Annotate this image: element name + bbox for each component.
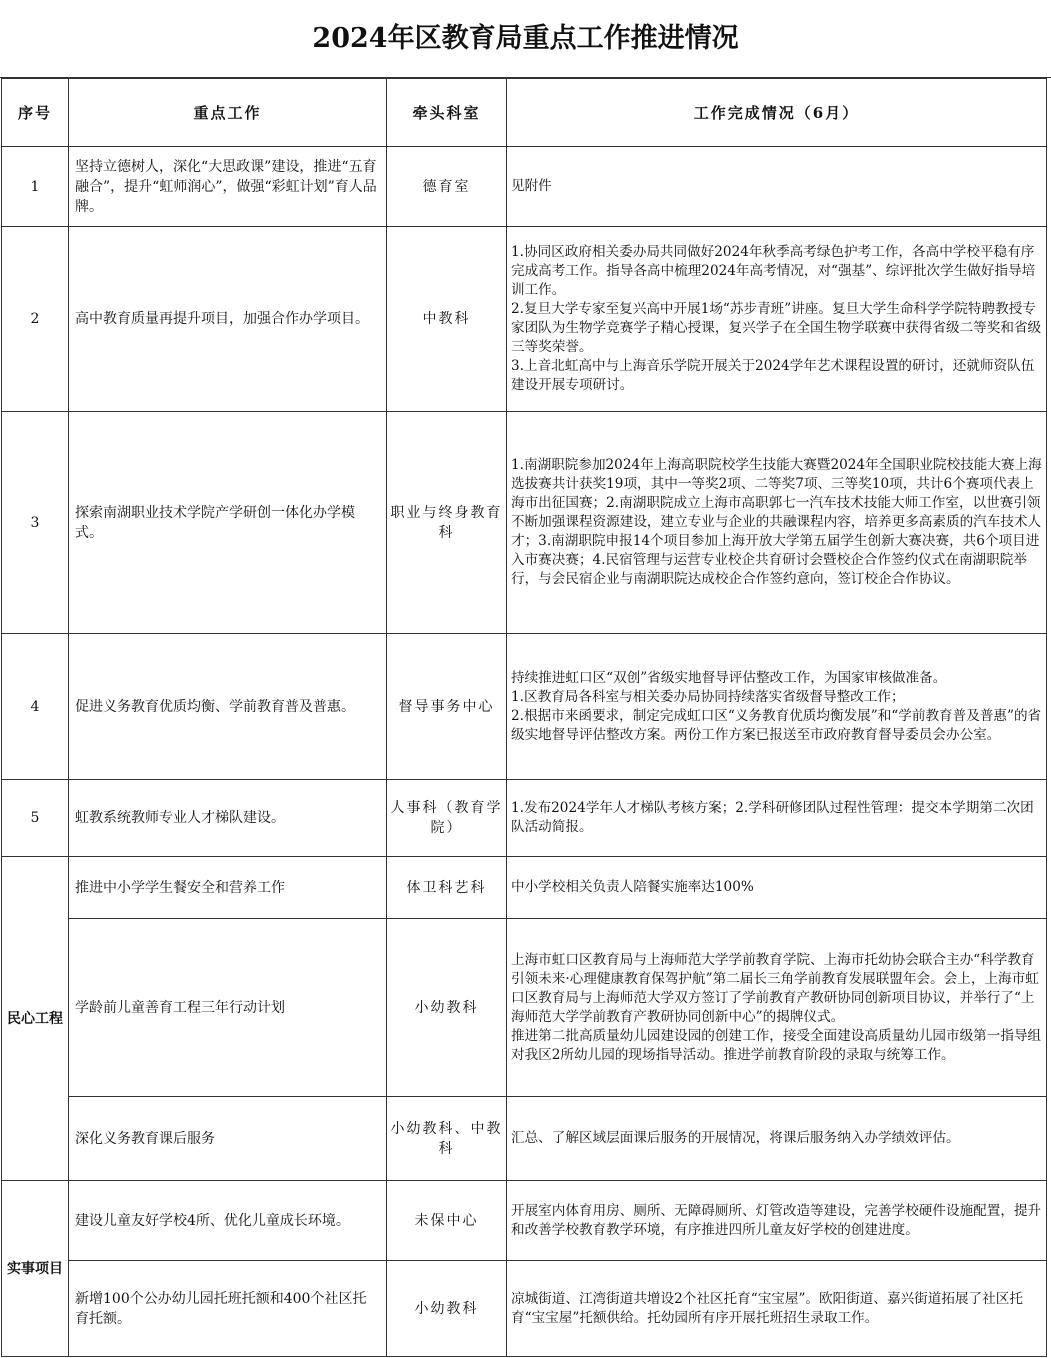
row-index: 2 — [2, 227, 69, 412]
row-work: 促进义务教育优质均衡、学前教育普及普惠。 — [69, 634, 387, 780]
table-row — [2, 919, 1047, 1097]
table-row — [2, 1181, 1047, 1261]
table-row — [2, 634, 1047, 780]
row-status — [507, 1181, 1047, 1261]
status-line: 汇总、了解区域层面课后服务的开展情况，将课后服务纳入办学绩效评估。 — [511, 1130, 960, 1146]
table-row — [2, 1261, 1047, 1357]
row-dept: 中教科 — [387, 227, 507, 412]
row-work: 深化义务教育课后服务 — [69, 1097, 387, 1181]
row-status — [507, 857, 1047, 919]
row-dept: 小幼教科 — [387, 1261, 507, 1357]
row-work: 推进中小学学生餐安全和营养工作 — [69, 857, 387, 919]
row-work: 建设儿童友好学校4所、优化儿童成长环境。 — [69, 1181, 387, 1261]
table-header-row — [2, 79, 1047, 147]
row-status — [507, 227, 1047, 412]
status-line: 持续推进虹口区“双创”省级实地督导评估整改工作，为国家审核做准备。 — [511, 669, 947, 686]
table-row — [2, 1097, 1047, 1181]
table-row — [2, 227, 1047, 412]
table-row — [2, 780, 1047, 857]
status-line: 中小学校相关负责人陪餐实施率达100% — [511, 879, 754, 895]
status-line: 2.复旦大学专家至复兴高中开展1场“苏步青班”讲座。复旦大学生命科学学院特聘教授专家团队为生物学竞赛学子精心授课，复兴学子在全国生物学联赛中获得省级二等奖和省级三等奖荣誉。 — [511, 301, 1042, 355]
status-line: 3.上音北虹高中与上海音乐学院开展关于2024学年艺术课程设置的研讨，还就师资队伍建设开展专项研讨。 — [511, 358, 1035, 393]
row-work: 高中教育质量再提升项目，加强合作办学项目。 — [69, 227, 387, 412]
row-index: 4 — [2, 634, 69, 780]
table-row — [2, 147, 1047, 227]
row-dept: 小幼教科 — [387, 919, 507, 1097]
status-line: 推进第二批高质量幼儿园建设园的创建工作，接受全面建设高质量幼儿园市级第一指导组对我区2所幼儿园的现场指导活动。推进学前教育阶段的录取与统筹工作。 — [511, 1027, 1042, 1063]
header-index: 序号 — [2, 79, 69, 147]
row-status — [507, 147, 1047, 227]
status-line: 1.发布2024学年人才梯队考核方案；2.学科研修团队过程性管理：提交本学期第二次团队活动简报。 — [511, 800, 1034, 835]
status-line: 1.协同区政府相关委办局共同做好2024年秋季高考绿色护考工作，各高中学校平稳有序完成高考工作。指导各高中梳理2024年高考情况，对“强基”、综评批次学生做好指导培训工作。 — [511, 244, 1036, 298]
row-work: 新增100个公办幼儿园托班托额和400个社区托育托额。 — [69, 1261, 387, 1357]
status-line: 1.区教育局各科室与相关委办局协同持续落实省级督导整改工作； — [511, 688, 905, 705]
row-work: 探索南湖职业技术学院产学研创一体化办学模式。 — [69, 412, 387, 634]
row-index: 3 — [2, 412, 69, 634]
row-index: 5 — [2, 780, 69, 857]
group-label-minxin: 民心工程 — [2, 857, 69, 1181]
row-dept: 未保中心 — [387, 1181, 507, 1261]
group-label-shishi: 实事项目 — [2, 1181, 69, 1357]
row-status — [507, 919, 1047, 1097]
header-work: 重点工作 — [69, 79, 387, 147]
status-line: 凉城街道、江湾街道共增设2个社区托育“宝宝屋”。欧阳街道、嘉兴街道拓展了社区托育“宝宝屋”托额供给。托幼园所有序开展托班招生录取工作。 — [511, 1290, 1023, 1326]
row-status — [507, 780, 1047, 857]
row-dept: 职业与终身教育科 — [387, 412, 507, 634]
row-index: 1 — [2, 147, 69, 227]
status-line: 1.南湖职院参加2024年上海高职院校学生技能大赛暨2024年全国职业院校技能大赛上海选拔赛共计获奖19项，其中一等奖2项、二等奖7项、三等奖10项，共计6个赛项代表上海市出征国赛；2.南湖职院成立上海市高职郭七一汽车技术技能大师工作室，以世赛引领不断加强课程资源建设，建立专业与企业的共融课程内容，培养更多高素质的汽车技术人才；3.南湖职院申报14个项目参加上海开放大学第五届学生创新大赛决赛，共6个项目进入市赛决赛；4.民宿管理与运营专业校企共育研讨会暨校企合作签约仪式在南湖职院举行，与会民宿企业与南湖职院达成校企合作签约意向，签订校企合作协议。 — [511, 457, 1042, 587]
row-dept: 体卫科艺科 — [387, 857, 507, 919]
status-line: 上海市虹口区教育局与上海师范大学学前教育学院、上海市托幼协会联合主办“科学教育引领未来·心理健康教育保驾护航”第二届长三角学前教育发展联盟年会。会上，上海市虹口区教育局与上海师范大学双方签订了学前教育产教研协同创新项目协议，并举行了“上海师范大学学前教育产教研协同创新中心”的揭牌仪式。 — [511, 951, 1039, 1025]
table-row — [2, 857, 1047, 919]
row-dept: 德育室 — [387, 147, 507, 227]
row-status — [507, 412, 1047, 634]
header-dept: 牵头科室 — [387, 79, 507, 147]
row-dept: 人事科（教育学院） — [387, 780, 507, 857]
table-row — [2, 412, 1047, 634]
status-line: 2.根据市来函要求，制定完成虹口区“义务教育优质均衡发展”和“学前教育普及普惠”的省级实地督导评估整改方案。两份工作方案已报送至市政府教育督导委员会办公室。 — [511, 707, 1042, 743]
row-status — [507, 1097, 1047, 1181]
row-work: 学龄前儿童善育工程三年行动计划 — [69, 919, 387, 1097]
status-line: 见附件 — [511, 178, 552, 194]
row-work: 虹教系统教师专业人才梯队建设。 — [69, 780, 387, 857]
row-status — [507, 1261, 1047, 1357]
status-line: 开展室内体育用房、厕所、无障碍厕所、灯管改造等建设，完善学校硬件设施配置，提升和改善学校教育教学环境，有序推进四所儿童友好学校的创建进度。 — [511, 1202, 1042, 1238]
row-status — [507, 634, 1047, 780]
row-work: 坚持立德树人，深化“大思政课”建设，推进“五育融合”，提升“虹师润心”，做强“彩虹计划”育人品牌。 — [69, 147, 387, 227]
page-title: 2024年区教育局重点工作推进情况 — [0, 0, 1051, 78]
work-progress-table — [1, 78, 1047, 1357]
row-dept: 督导事务中心 — [387, 634, 507, 780]
row-dept: 小幼教科、中教科 — [387, 1097, 507, 1181]
header-status: 工作完成情况（6月） — [507, 79, 1047, 147]
